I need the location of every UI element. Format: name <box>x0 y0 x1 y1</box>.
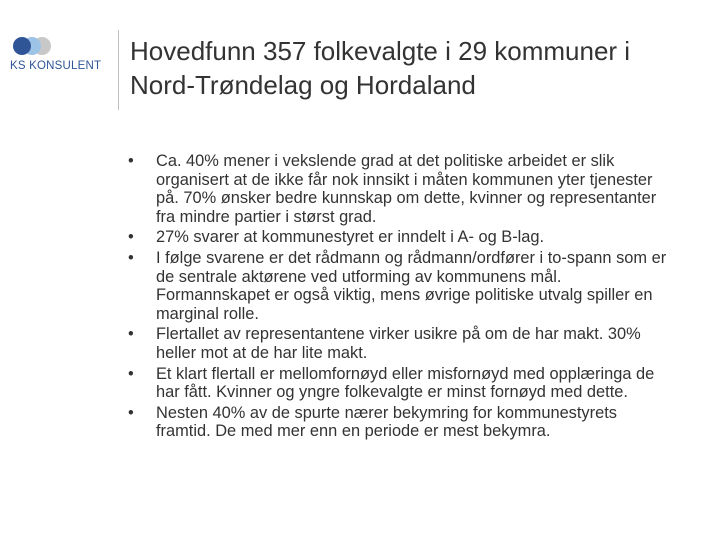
bullet-marker: • <box>128 152 134 170</box>
bullet-item <box>128 325 673 362</box>
header-divider <box>118 30 119 110</box>
bullet-item <box>128 404 673 441</box>
slide-title: Hovedfunn 357 folkevalgte i 29 kommuner i Nord-Trøndelag og Hordaland <box>130 36 631 100</box>
bullet-marker: • <box>128 228 134 247</box>
bullet-marker: • <box>128 325 134 344</box>
bullet-marker: • <box>128 403 134 422</box>
bullet-item <box>128 365 673 402</box>
bullet-text: Flertallet av representantene virker usikre på om de har makt. 30% heller mot at de har lite makt. <box>156 325 641 362</box>
bullet-marker: • <box>128 248 134 267</box>
bullet-text: Ca. 40% mener i vekslende grad at det politiske arbeidet er slik organisert at de ikke får nok innsikt i måten kommunen yter tjenester på. 70% ønsker bedre kunnskap om dette, kvinner og representanter fra mindre partier i størst grad. <box>156 152 657 226</box>
bullet-marker: • <box>128 364 134 383</box>
bullet-item <box>128 249 673 323</box>
bullet-text: I følge svarene er det rådmann og rådmann/ordfører i to-spann som er de sentrale aktørene ved utforming av kommunens mål. Formannskapet er også viktig, mens øvrige politiske utvalg spiller en marginal rolle. <box>156 248 667 323</box>
bullet-item <box>128 152 673 226</box>
ks-konsulent-logo <box>10 36 110 80</box>
logo-text: KS KONSULENT <box>10 60 102 72</box>
logo-circles-icon <box>12 36 56 56</box>
bullet-text: 27% svarer at kommunestyret er inndelt i A- og B-lag. <box>156 228 545 247</box>
bullet-text: Et klart flertall er mellomfornøyd eller misfornøyd med opplæringa de har fått. Kvinner og yngre folkevalgte er minst fornøyd med dette. <box>156 364 655 402</box>
bullet-text: Nesten 40% av de spurte nærer bekymring for kommunestyrets framtid. De med mer enn en periode er mest bekymra. <box>156 403 617 441</box>
bullet-list <box>128 152 673 443</box>
bullet-item <box>128 228 673 247</box>
